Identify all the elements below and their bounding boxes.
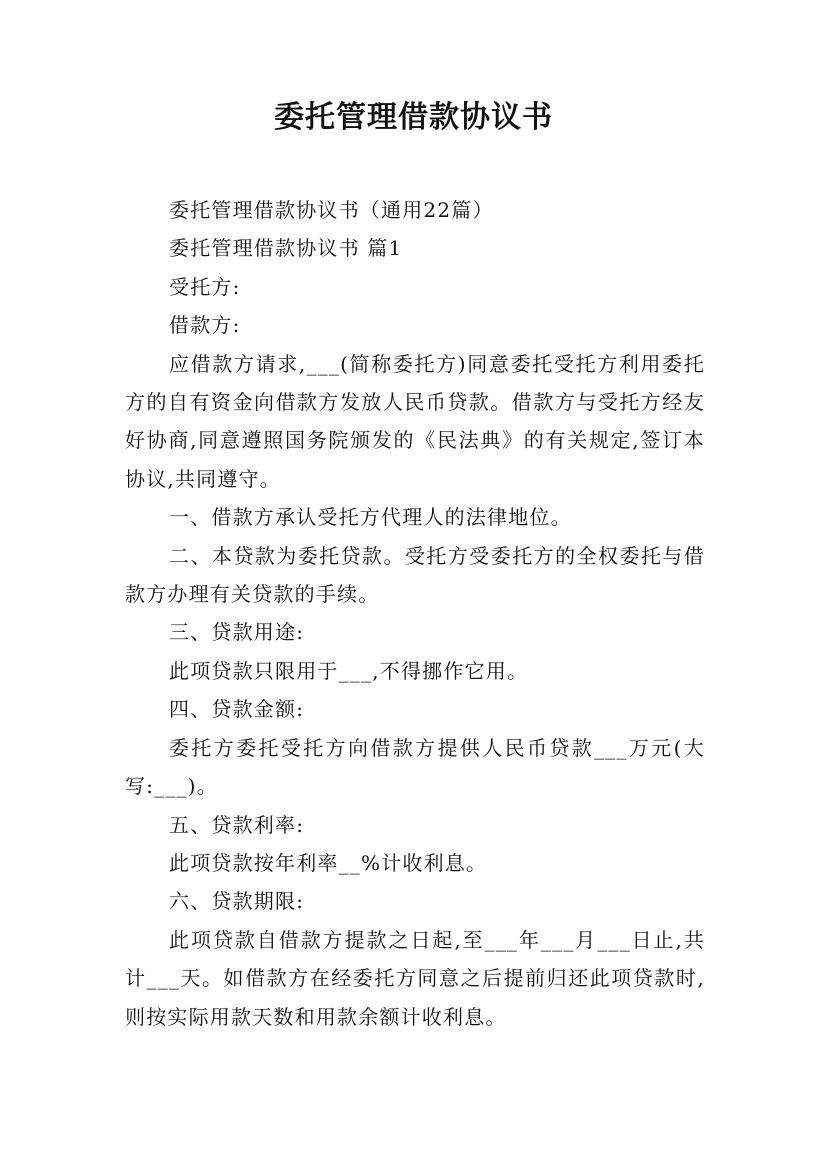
paragraph: 此项贷款按年利率__%计收利息。 [169,850,488,875]
document-title: 委托管理借款协议书 [274,100,553,135]
paragraph: 五、贷款利率: [169,812,305,837]
paragraph: 委托管理借款协议书 篇1 [169,236,403,261]
paragraph: 一、借款方承认受托方代理人的法律地位。 [169,505,572,530]
paragraph: 借款方: [169,313,241,338]
paragraph: 此项贷款自借款方提款之日起,至___年___月___日止,共计___天。如借款方在经委托方同意之后提前归还此项贷款时,则按实际用款天数和用款余额计收利息。 [125,927,705,1029]
paragraph: 此项贷款只限用于___,不得挪作它用。 [169,658,529,683]
paragraph: 委托管理借款协议书（通用22篇） [169,198,494,222]
document-body [125,191,705,1036]
paragraph: 六、贷款期限: [169,889,305,914]
paragraph: 三、贷款用途: [169,620,305,645]
paragraph: 委托方委托受托方向借款方提供人民币贷款___万元(大写:___)。 [125,735,705,799]
paragraph: 受托方: [169,274,241,299]
paragraph: 应借款方请求,___(简称委托方)同意委托受托方利用委托方的自有资金向借款方发放人民币贷款。借款方与受托方经友好协商,同意遵照国务院颁发的《民法典》的有关规定,签订本协议,共同遵守。 [125,351,705,491]
paragraph: 二、本贷款为委托贷款。受托方受委托方的全权委托与借款方办理有关贷款的手续。 [125,543,705,607]
paragraph: 四、贷款金额: [169,697,305,722]
